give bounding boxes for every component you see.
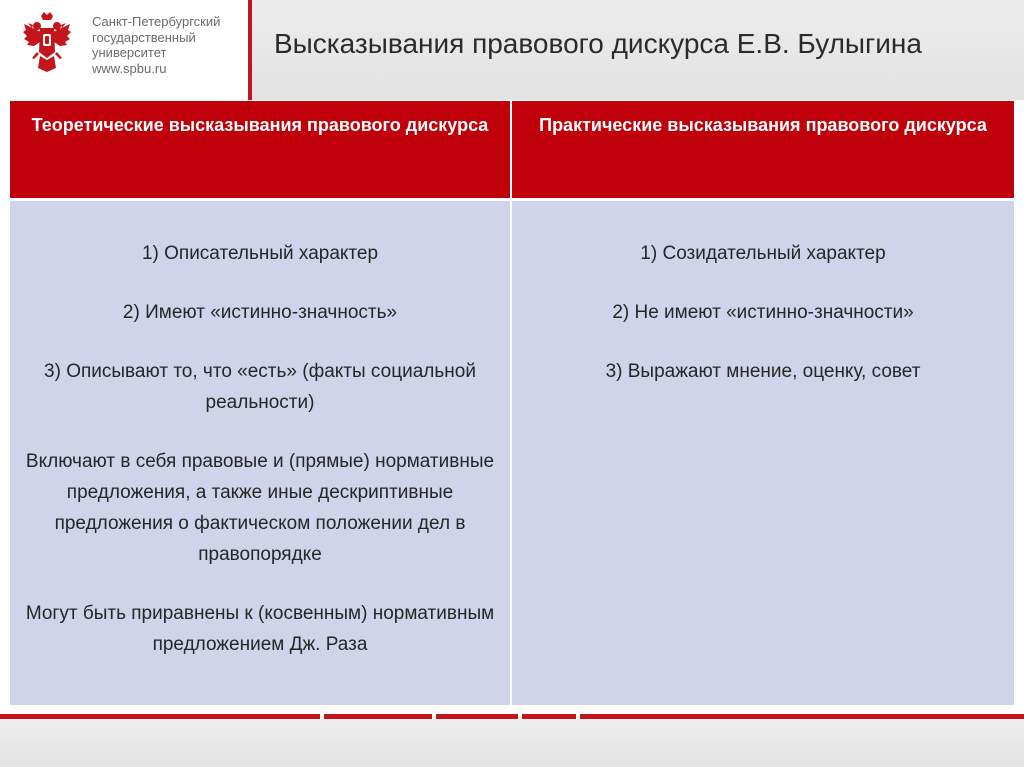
logo-divider [248, 0, 252, 100]
footer-band [0, 719, 1024, 767]
list-item: Включают в себя правовые и (прямые) нормативные предложения, а также иные дескриптивные предложения о фактическом положении дел в правопорядке [25, 451, 495, 565]
column-divider [510, 101, 512, 705]
list-item: 2) Имеют «истинно-значность» [122, 302, 398, 323]
list-item: 3) Описывают то, что «есть» (факты социальной реальности) [44, 361, 476, 413]
list-item: 1) Созидательный характер [640, 243, 886, 264]
university-name [92, 14, 220, 76]
list-item: 1) Описательный характер [141, 243, 379, 264]
logo-line: Санкт-Петербургский [92, 14, 221, 29]
practical-cell [512, 201, 1014, 387]
comparison-table [10, 101, 1014, 705]
header-theoretical: Теоретические высказывания правового дискурса [10, 101, 510, 198]
slide-title: Высказывания правового дискурса Е.В. Булыгина [274, 28, 922, 59]
theoretical-cell [10, 201, 510, 660]
header-practical: Практические высказывания правового дискурса [512, 101, 1014, 198]
list-item: 3) Выражают мнение, оценку, совет [605, 361, 921, 382]
university-logo [0, 0, 248, 100]
logo-url[interactable]: www.spbu.ru [92, 60, 167, 76]
list-item: 2) Не имеют «истинно-значности» [612, 302, 914, 323]
logo-line: государственный [92, 29, 196, 45]
logo-line: университет [92, 45, 167, 60]
list-item: Могут быть приравнены к (косвенным) нормативным предложением Дж. Раза [25, 603, 495, 655]
eagle-emblem-icon [22, 12, 72, 74]
